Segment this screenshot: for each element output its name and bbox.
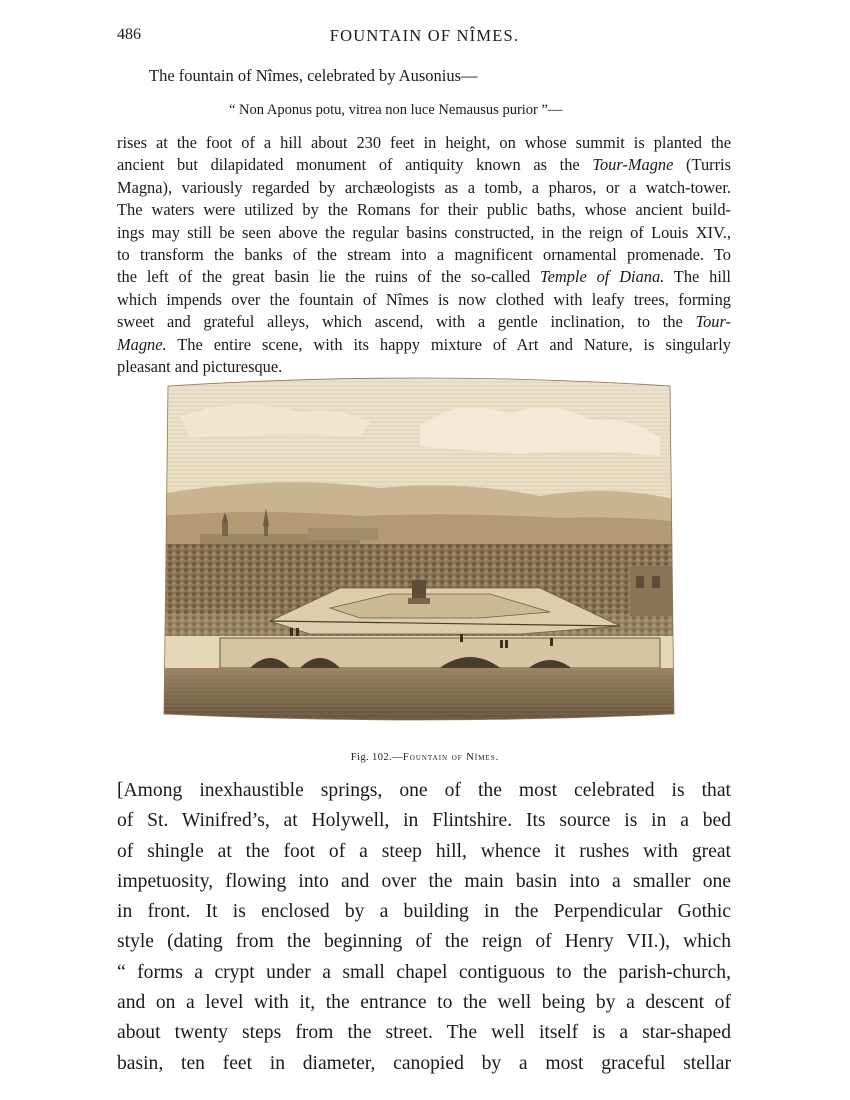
- italic-term: Tour-Magne: [592, 155, 674, 175]
- italic-term: Temple of Diana.: [540, 267, 665, 287]
- text-line: in front. It is enclosed by a building in the Perpendicular Gothic: [117, 901, 731, 923]
- engraving-illustration: [160, 376, 678, 748]
- text-line: style (dating from the beginning of the reign of Henry VII.), which: [117, 931, 731, 953]
- text-line: Magne. The entire scene, with its happy mixture of Art and Nature, is singularly: [117, 334, 731, 354]
- intro-line: The fountain of Nîmes, celebrated by Ausonius—: [149, 66, 478, 85]
- figure-caption: [0, 752, 850, 763]
- text-line: the left of the great basin lie the ruins of the so-called Temple of Diana. The hill: [117, 267, 731, 287]
- italic-term: Tour-: [695, 312, 731, 332]
- text-line: Magna), variously regarded by archæologists as a tomb, a pharos, or a watch-tower.: [117, 177, 731, 197]
- text-line: which impends over the fountain of Nîmes is now clothed with leafy trees, forming: [117, 289, 731, 309]
- page-number: 486: [117, 26, 141, 43]
- text-line: sweet and grateful alleys, which ascend, with a gentle inclination, to the Tour-: [117, 312, 731, 332]
- text-line: and on a level with it, the entrance to the well being by a descent of: [117, 992, 731, 1014]
- text-line: rises at the foot of a hill about 230 feet in height, on whose summit is planted the: [117, 133, 731, 152]
- text-line: ancient but dilapidated monument of antiquity known as the Tour-Magne (Turris: [117, 155, 731, 175]
- text-line: impetuosity, flowing into and over the main basin into a smaller one: [117, 870, 731, 892]
- text-line: to transform the banks of the stream into a magnificent ornamental promenade. To: [117, 244, 731, 264]
- text-line: pleasant and picturesque.: [117, 356, 283, 376]
- italic-term: Magne.: [117, 334, 167, 354]
- text-line: of St. Winifred’s, at Holywell, in Flintshire. Its source is in a bed: [117, 810, 731, 832]
- text-line: ings may still be seen above the regular basins constructed, in the reign of Louis XIV.,: [117, 222, 731, 242]
- engraving-fountain-of-nimes: [160, 376, 678, 748]
- running-title: FOUNTAIN OF NÎMES.: [329, 26, 520, 45]
- text-line: basin, ten feet in diameter, canopied by a most graceful stellar: [117, 1052, 731, 1074]
- text-line: “ forms a crypt under a small chapel contiguous to the parish-church,: [117, 961, 731, 983]
- text-line: of shingle at the foot of a steep hill, whence it rushes with great: [117, 840, 731, 862]
- paragraph-st-winifreds-well: [117, 776, 731, 1079]
- text-line: [Among inexhaustible springs, one of the most celebrated is that: [117, 780, 731, 801]
- text-line: about twenty steps from the street. The well itself is a star-shaped: [117, 1022, 731, 1044]
- text-line: The waters were utilized by the Romans for their public baths, whose ancient build-: [117, 200, 731, 220]
- paragraph-fountain-of-nimes: [117, 132, 731, 378]
- running-head: [117, 26, 732, 50]
- figure-number: Fig. 102.—: [350, 752, 403, 763]
- latin-quote: “ Non Aponus potu, vitrea non luce Nemausus purior ”—: [229, 102, 563, 118]
- figure-title: Fountain of Nîmes.: [402, 752, 500, 763]
